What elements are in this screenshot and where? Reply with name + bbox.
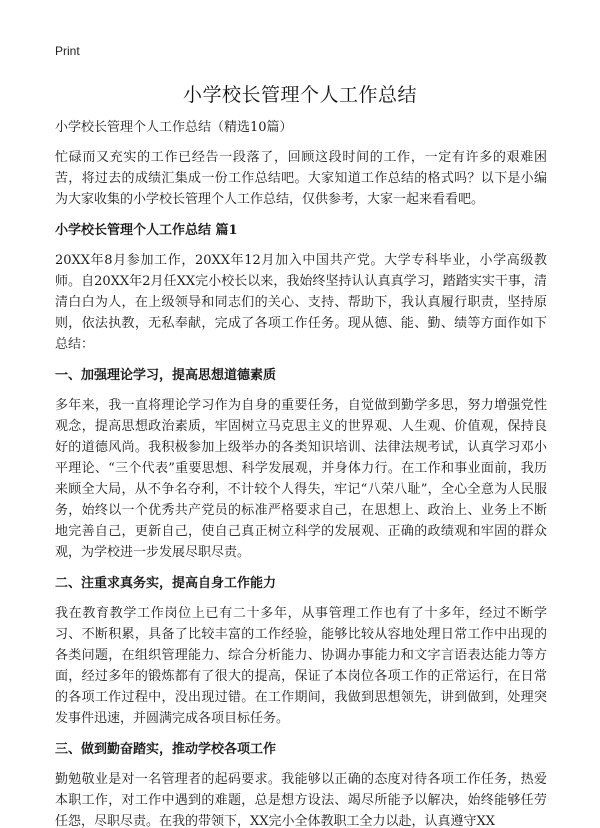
section-heading: 一、加强理论学习，提高思想道德素质 bbox=[55, 368, 277, 383]
section-paragraph: 勤勉敬业是对一名管理者的起码要求。我能够以正确的态度对待各项工作任务，热爱本职工作，对工作中遇到的难题，总是想方设法、竭尽所能予以解决，始终能够任劳任怨，尽职尽责。在我的带领下，XX完小全体教职工全力以赴，认真遵守XX bbox=[55, 772, 547, 828]
print-link[interactable]: Print bbox=[55, 44, 80, 58]
page-title: 小学校长管理个人工作总结 bbox=[182, 84, 417, 106]
document-body bbox=[55, 117, 547, 828]
section-heading: 二、注重求真务实，提高自身工作能力 bbox=[55, 576, 277, 591]
article-heading: 小学校长管理个人工作总结 篇1 bbox=[55, 223, 238, 238]
section-paragraph: 多年来，我一直将理论学习作为自身的重要任务，自觉做到勤学多思，努力增强党性观念，提高思想政治素质，牢固树立马克思主义的世界观、人生观、价值观，保持良好的道德风尚。我积极参加上级举办的各类知识培训、法律法规考试，认真学习邓小平理论、“三个代表”重要思想、科学发展观，并身体力行。在工作和事业面前，我历来顾全大局，从不争名夺利，不计较个人得失，牢记“八荣八耻”，全心全意为人民服务，始终以一个优秀共产党员的标准严格要求自己，在思想上、政治上、业务上不断地完善自己，更新自己，使自己真正树立科学的发展观、正确的政绩观和牢固的群众观，为学校进一步发展尽职尽责。 bbox=[55, 398, 547, 560]
section-heading: 三、做到勤奋踏实，推动学校各项工作 bbox=[55, 742, 277, 757]
document-subtitle: 小学校长管理个人工作总结（精选10篇） bbox=[55, 120, 293, 135]
section-paragraph: 我在教育教学工作岗位上已有二十多年，从事管理工作也有了十多年，经过不断学习、不断积累，具备了比较丰富的工作经验，能够比较从容地处理日常工作中出现的各类问题，在组织管理能力、综合分析能力、协调办事能力和文字言语表达能力等方面，经过多年的锻炼都有了很大的提高，保证了本岗位各项工作的正常运行，在日常的各项工作过程中，没出现过错。在工作期间，我做到思想领先，讲到做到，处理突发事件迅速，并圆满完成各项目标任务。 bbox=[55, 606, 547, 726]
article-intro-paragraph: 20XX年8月参加工作，20XX年12月加入中国共产党。大学专科毕业，小学高级教师。自20XX年2月任XX完小校长以来，我始终坚持认认真真学习，踏踏实实干事，清清白白为人，在上级领导和同志们的关心、支持、帮助下，我认真履行职责，坚持原则，依法执教，无私奉献，完成了各项工作任务。现从德、能、勤、绩等方面作如下总结： bbox=[55, 253, 547, 352]
intro-paragraph: 忙碌而又充实的工作已经告一段落了，回顾这段时间的工作，一定有许多的艰难困苦，将过去的成绩汇集成一份工作总结吧。大家知道工作总结的格式吗？以下是小编为大家收集的小学校长管理个人工作总结，仅供参考，大家一起来看看吧。 bbox=[55, 150, 547, 207]
